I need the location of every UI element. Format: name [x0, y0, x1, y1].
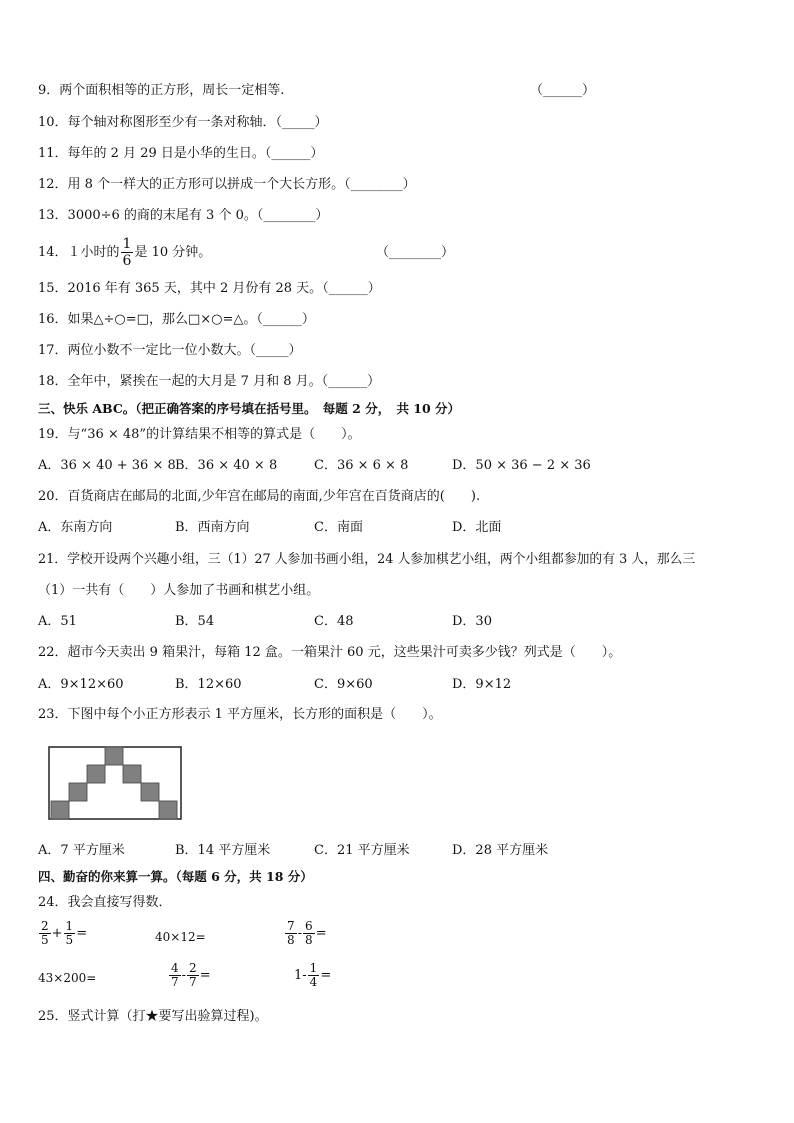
question-16: [38, 311, 315, 329]
question-text: 12．用 8 个一样大的正方形可以拼成一个大长方形。: [38, 177, 345, 192]
option-c[interactable]: C．21 平方厘米: [314, 843, 410, 858]
fraction: $\frac{7}{8}$: [287, 919, 295, 947]
calc-expression: 40×12=: [155, 930, 206, 944]
option-a[interactable]: A．7 平方厘米: [38, 843, 125, 858]
calc-expression: $\frac{7}{8}$ - $\frac{6}{8}$ =: [287, 919, 327, 947]
fraction: $\frac{4}{7}$: [171, 961, 179, 989]
option-b[interactable]: B．36 × 40 × 8: [175, 458, 278, 473]
gray-square: [141, 783, 159, 801]
calc-expression: $\frac{4}{7}$ - $\frac{2}{7}$ =: [171, 961, 211, 989]
question-13: [38, 207, 328, 225]
question-24-stem: 24．我会直接写得数．: [38, 895, 172, 910]
section-heading: 四、勤奋的你来算一算。（每题 6 分，共 18 分）: [38, 869, 313, 884]
answer-blank[interactable]: （______）: [264, 146, 324, 161]
grid-figure: [48, 746, 182, 820]
question-text: 是 10 分钟。: [134, 244, 212, 260]
fraction: $\frac{6}{8}$: [305, 919, 313, 947]
gray-square: [51, 801, 69, 819]
fraction: $\frac{1}{5}$: [65, 919, 74, 947]
gray-square: [87, 765, 105, 783]
option-d[interactable]: D．30: [452, 614, 492, 629]
option-d[interactable]: D．28 平方厘米: [452, 843, 549, 858]
option-a[interactable]: A．9×12×60: [38, 677, 124, 692]
option-b[interactable]: B．12×60: [175, 677, 242, 692]
fraction: $\frac{2}{5}$: [41, 919, 49, 947]
calc-expression: $\frac{2}{5}$ + $\frac{1}{5}$ =: [41, 919, 88, 947]
question-10: [38, 114, 328, 132]
gray-square: [159, 801, 177, 819]
answer-blank[interactable]: （______）: [321, 374, 381, 389]
question-text: 15．2016 年有 365 天，其中 2 月份有 28 天。: [38, 281, 323, 296]
question-15: [38, 280, 381, 298]
question-text: 16．如果△÷○=□，那么□×○=△。: [38, 312, 257, 327]
question-11: [38, 145, 323, 163]
calc-expression: 43×200=: [38, 971, 97, 985]
calc-expression: 1- $\frac{1}{4}$ =: [294, 961, 332, 989]
question-23-stem: 23．下图中每个小正方形表示 1 平方厘米，长方形的面积是（ ）。: [38, 707, 442, 722]
gray-square: [123, 765, 141, 783]
option-d[interactable]: D．50 × 36 − 2 × 36: [452, 458, 591, 473]
question-text: 14．１小时的: [38, 244, 120, 260]
option-c[interactable]: C．9×60: [314, 677, 373, 692]
answer-blank[interactable]: （________）: [256, 208, 329, 223]
question-text: 18．全年中，紧挨在一起的大月是 7 月和 8 月。: [38, 374, 322, 389]
option-a[interactable]: A．51: [38, 614, 77, 629]
section-heading: 三、快乐 ABC。（把正确答案的序号填在括号里。 每题 2 分， 共 10 分）: [38, 401, 461, 416]
option-c[interactable]: C．南面: [314, 520, 363, 535]
question-21-stem: 21．学校开设两个兴趣小组，三（1）27 人参加书画小组，24 人参加棋艺小组，两个小组都参加的有 3 人，那么三: [38, 552, 696, 567]
question-text: 11．每年的 2 月 29 日是小华的生日。: [38, 146, 265, 161]
answer-blank[interactable]: （______）: [256, 312, 315, 327]
option-a[interactable]: A．东南方向: [38, 520, 113, 535]
answer-blank[interactable]: （______）: [530, 83, 596, 98]
question-25-stem: 25．竖式计算（打★要写出验算过程)。: [38, 1009, 268, 1024]
answer-blank[interactable]: （_____）: [249, 343, 302, 358]
answer-blank[interactable]: （______）: [322, 281, 381, 296]
gray-square: [105, 747, 123, 765]
option-c[interactable]: C．36 × 6 × 8: [314, 458, 409, 473]
answer-blank[interactable]: （_____）: [275, 115, 328, 130]
gray-square: [69, 783, 87, 801]
question-14: [38, 236, 211, 269]
question-21-stem-cont: （1）一共有（ ）人参加了书画和棋艺小组。: [38, 583, 320, 598]
question-text: 17．两位小数不一定比一位小数大。: [38, 343, 250, 358]
question-18: [38, 373, 380, 391]
question-22-stem: 22．超市今天卖出 9 箱果汁，每箱 12 盒。一箱果汁 60 元，这些果汁可卖多少钱？列式是（ ）。: [38, 645, 622, 660]
option-c[interactable]: C．48: [314, 614, 354, 629]
question-text: 10．每个轴对称图形至少有一条对称轴．: [38, 115, 276, 130]
denominator: 6: [122, 253, 132, 269]
option-d[interactable]: D．北面: [452, 520, 502, 535]
option-a[interactable]: A．36 × 40 + 36 × 8: [38, 458, 176, 473]
fraction: $\frac{1}{4}$: [309, 961, 318, 989]
question-text: 13．3000÷6 的商的末尾有 3 个 0。: [38, 208, 257, 223]
question-17: [38, 342, 302, 360]
option-b[interactable]: B．14 平方厘米: [175, 843, 271, 858]
numerator: 1: [122, 236, 132, 252]
fraction: [121, 236, 134, 269]
question-19-stem: 19．与“36 × 48”的计算结果不相等的算式是（ ）。: [38, 427, 361, 442]
question-20-stem: 20．百货商店在邮局的北面,少年宫在邮局的南面,少年宫在百货商店的( ).: [38, 489, 481, 504]
option-b[interactable]: B．西南方向: [175, 520, 250, 535]
question-12: [38, 176, 416, 194]
option-b[interactable]: B．54: [175, 614, 215, 629]
answer-blank[interactable]: （________）: [344, 177, 416, 192]
option-d[interactable]: D．9×12: [452, 677, 512, 692]
answer-blank[interactable]: （________）: [376, 245, 455, 260]
question-text: 9．两个面积相等的正方形，周长一定相等.: [38, 83, 285, 98]
fraction: $\frac{2}{7}$: [189, 961, 197, 989]
question-9: [38, 82, 284, 100]
